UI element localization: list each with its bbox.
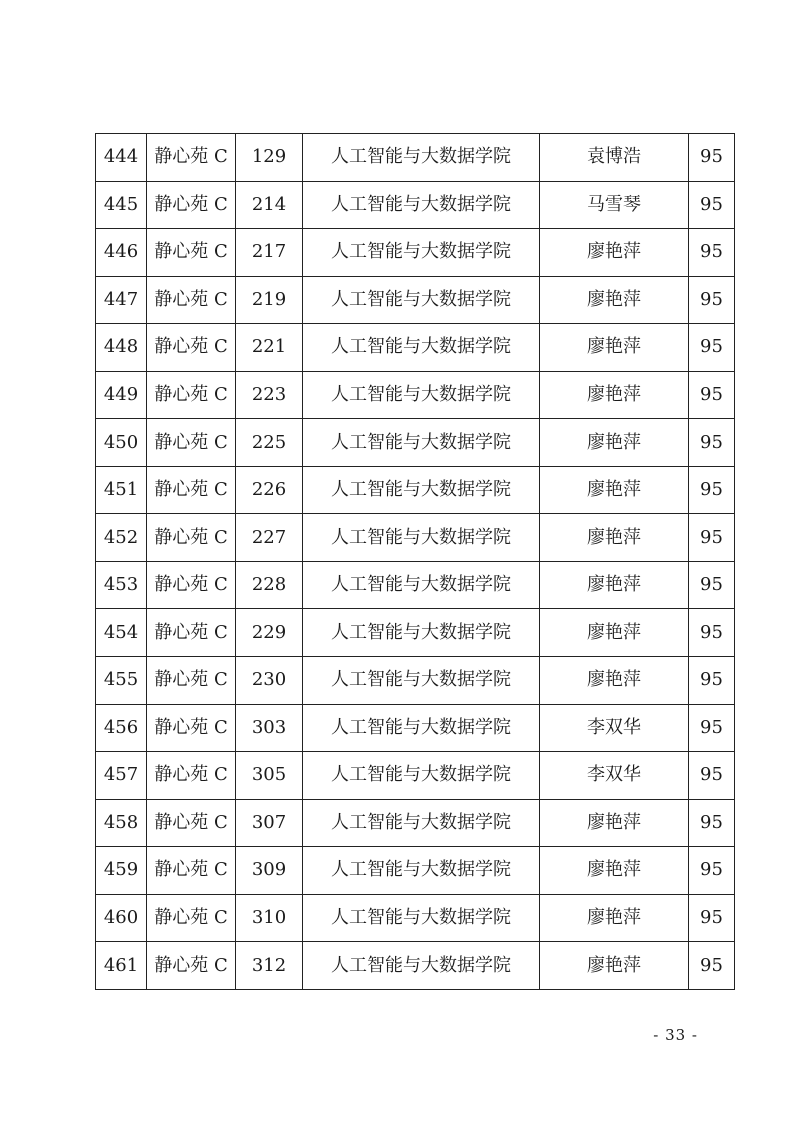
inspector-name-cell: 马雪琴 — [540, 181, 689, 229]
score-cell: 95 — [689, 657, 735, 705]
score-cell: 95 — [689, 371, 735, 419]
department-cell: 人工智能与大数据学院 — [303, 276, 540, 324]
table-row — [96, 324, 735, 372]
score-cell: 95 — [689, 847, 735, 895]
department-cell: 人工智能与大数据学院 — [303, 657, 540, 705]
inspector-name-cell: 廖艳萍 — [540, 466, 689, 514]
department-cell: 人工智能与大数据学院 — [303, 847, 540, 895]
inspector-name-cell: 廖艳萍 — [540, 276, 689, 324]
building-cell: 静心苑 C — [147, 799, 236, 847]
row-number-cell: 461 — [96, 942, 147, 990]
department-cell: 人工智能与大数据学院 — [303, 561, 540, 609]
room-number-cell: 129 — [236, 134, 303, 182]
building-cell: 静心苑 C — [147, 324, 236, 372]
building-cell: 静心苑 C — [147, 942, 236, 990]
department-cell: 人工智能与大数据学院 — [303, 942, 540, 990]
room-number-cell: 219 — [236, 276, 303, 324]
page-number: - 33 - — [653, 1026, 698, 1044]
department-cell: 人工智能与大数据学院 — [303, 466, 540, 514]
building-cell: 静心苑 C — [147, 371, 236, 419]
inspector-name-cell: 廖艳萍 — [540, 942, 689, 990]
score-cell: 95 — [689, 466, 735, 514]
building-cell: 静心苑 C — [147, 514, 236, 562]
inspector-name-cell: 李双华 — [540, 752, 689, 800]
table-row — [96, 419, 735, 467]
inspector-name-cell: 廖艳萍 — [540, 561, 689, 609]
row-number-cell: 448 — [96, 324, 147, 372]
department-cell: 人工智能与大数据学院 — [303, 704, 540, 752]
score-cell: 95 — [689, 324, 735, 372]
row-number-cell: 445 — [96, 181, 147, 229]
inspector-name-cell: 廖艳萍 — [540, 799, 689, 847]
room-number-cell: 217 — [236, 229, 303, 277]
score-cell: 95 — [689, 942, 735, 990]
row-number-cell: 446 — [96, 229, 147, 277]
table-row — [96, 229, 735, 277]
dormitory-score-table — [95, 133, 735, 990]
table-row — [96, 609, 735, 657]
table-row — [96, 134, 735, 182]
building-cell: 静心苑 C — [147, 704, 236, 752]
score-cell: 95 — [689, 419, 735, 467]
room-number-cell: 229 — [236, 609, 303, 657]
score-cell: 95 — [689, 561, 735, 609]
building-cell: 静心苑 C — [147, 181, 236, 229]
table-row — [96, 752, 735, 800]
row-number-cell: 453 — [96, 561, 147, 609]
room-number-cell: 305 — [236, 752, 303, 800]
department-cell: 人工智能与大数据学院 — [303, 609, 540, 657]
score-cell: 95 — [689, 181, 735, 229]
inspector-name-cell: 廖艳萍 — [540, 847, 689, 895]
department-cell: 人工智能与大数据学院 — [303, 134, 540, 182]
room-number-cell: 223 — [236, 371, 303, 419]
table-row — [96, 799, 735, 847]
department-cell: 人工智能与大数据学院 — [303, 419, 540, 467]
row-number-cell: 450 — [96, 419, 147, 467]
building-cell: 静心苑 C — [147, 894, 236, 942]
table-row — [96, 276, 735, 324]
inspector-name-cell: 廖艳萍 — [540, 324, 689, 372]
department-cell: 人工智能与大数据学院 — [303, 229, 540, 277]
row-number-cell: 459 — [96, 847, 147, 895]
table-row — [96, 942, 735, 990]
table-row — [96, 514, 735, 562]
room-number-cell: 307 — [236, 799, 303, 847]
inspector-name-cell: 廖艳萍 — [540, 609, 689, 657]
table-row — [96, 466, 735, 514]
table-row — [96, 894, 735, 942]
inspector-name-cell: 袁博浩 — [540, 134, 689, 182]
row-number-cell: 447 — [96, 276, 147, 324]
table-body — [96, 134, 735, 990]
table-row — [96, 181, 735, 229]
room-number-cell: 221 — [236, 324, 303, 372]
room-number-cell: 225 — [236, 419, 303, 467]
department-cell: 人工智能与大数据学院 — [303, 894, 540, 942]
score-cell: 95 — [689, 894, 735, 942]
score-cell: 95 — [689, 752, 735, 800]
building-cell: 静心苑 C — [147, 229, 236, 277]
score-cell: 95 — [689, 134, 735, 182]
score-cell: 95 — [689, 799, 735, 847]
score-cell: 95 — [689, 609, 735, 657]
inspector-name-cell: 廖艳萍 — [540, 894, 689, 942]
department-cell: 人工智能与大数据学院 — [303, 371, 540, 419]
room-number-cell: 310 — [236, 894, 303, 942]
row-number-cell: 451 — [96, 466, 147, 514]
department-cell: 人工智能与大数据学院 — [303, 514, 540, 562]
room-number-cell: 214 — [236, 181, 303, 229]
room-number-cell: 309 — [236, 847, 303, 895]
building-cell: 静心苑 C — [147, 657, 236, 705]
score-cell: 95 — [689, 229, 735, 277]
score-cell: 95 — [689, 514, 735, 562]
inspector-name-cell: 廖艳萍 — [540, 229, 689, 277]
row-number-cell: 452 — [96, 514, 147, 562]
building-cell: 静心苑 C — [147, 609, 236, 657]
building-cell: 静心苑 C — [147, 847, 236, 895]
score-cell: 95 — [689, 704, 735, 752]
department-cell: 人工智能与大数据学院 — [303, 181, 540, 229]
inspector-name-cell: 廖艳萍 — [540, 657, 689, 705]
building-cell: 静心苑 C — [147, 752, 236, 800]
department-cell: 人工智能与大数据学院 — [303, 799, 540, 847]
row-number-cell: 457 — [96, 752, 147, 800]
table-row — [96, 371, 735, 419]
table-row — [96, 704, 735, 752]
row-number-cell: 458 — [96, 799, 147, 847]
row-number-cell: 454 — [96, 609, 147, 657]
row-number-cell: 444 — [96, 134, 147, 182]
room-number-cell: 303 — [236, 704, 303, 752]
row-number-cell: 455 — [96, 657, 147, 705]
score-cell: 95 — [689, 276, 735, 324]
room-number-cell: 312 — [236, 942, 303, 990]
table-row — [96, 561, 735, 609]
inspector-name-cell: 廖艳萍 — [540, 371, 689, 419]
department-cell: 人工智能与大数据学院 — [303, 324, 540, 372]
table-row — [96, 657, 735, 705]
room-number-cell: 226 — [236, 466, 303, 514]
room-number-cell: 227 — [236, 514, 303, 562]
building-cell: 静心苑 C — [147, 419, 236, 467]
building-cell: 静心苑 C — [147, 561, 236, 609]
inspector-name-cell: 廖艳萍 — [540, 514, 689, 562]
building-cell: 静心苑 C — [147, 466, 236, 514]
row-number-cell: 449 — [96, 371, 147, 419]
building-cell: 静心苑 C — [147, 134, 236, 182]
inspector-name-cell: 李双华 — [540, 704, 689, 752]
room-number-cell: 228 — [236, 561, 303, 609]
building-cell: 静心苑 C — [147, 276, 236, 324]
room-number-cell: 230 — [236, 657, 303, 705]
table-row — [96, 847, 735, 895]
inspector-name-cell: 廖艳萍 — [540, 419, 689, 467]
row-number-cell: 460 — [96, 894, 147, 942]
row-number-cell: 456 — [96, 704, 147, 752]
department-cell: 人工智能与大数据学院 — [303, 752, 540, 800]
